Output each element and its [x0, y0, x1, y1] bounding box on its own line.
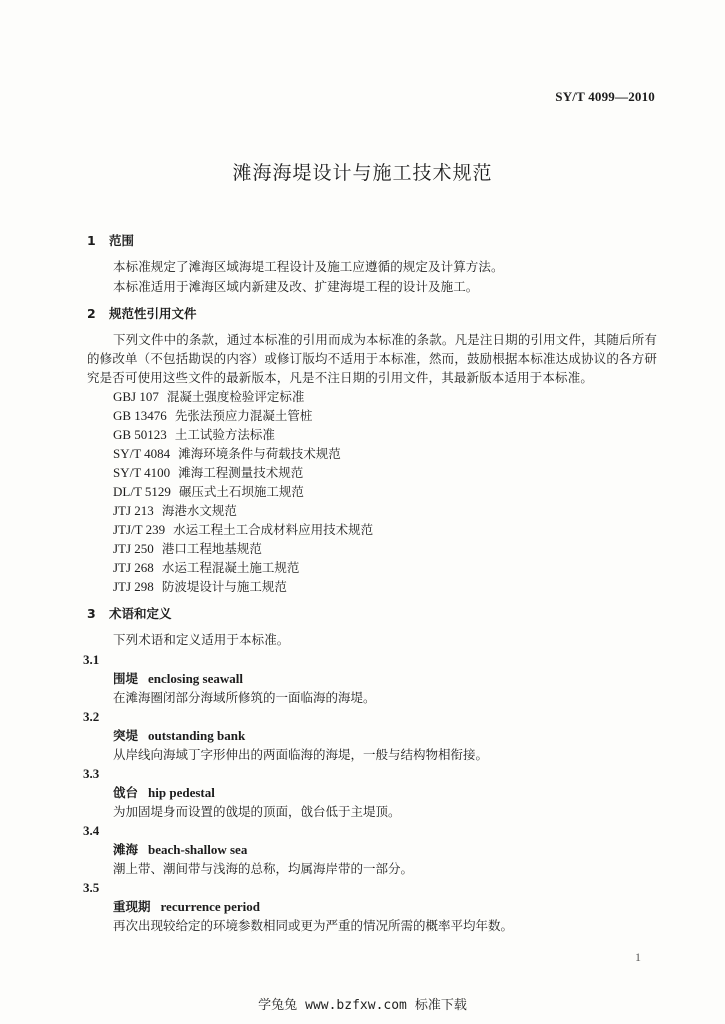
reference-title: 防波堤设计与施工规范 [161, 579, 287, 594]
term-entry [83, 821, 657, 878]
reference-code: GB 50123 [113, 427, 167, 442]
reference-item [113, 539, 657, 558]
reference-code: DL/T 5129 [113, 484, 171, 499]
reference-list [113, 387, 657, 596]
page-number: 1 [635, 950, 641, 964]
reference-item [113, 425, 657, 444]
term-zh: 滩海 [113, 841, 139, 857]
section-2-heading: 2 规范性引用文件 [87, 306, 197, 321]
term-number: 3.5 [83, 879, 100, 895]
reference-item [113, 520, 657, 539]
term-name [113, 783, 657, 802]
term-en: recurrence period [160, 898, 261, 914]
term-name [113, 726, 657, 745]
section-3-heading: 3 术语和定义 [87, 606, 172, 621]
term-definition: 潮上带、潮间带与浅海的总称，均属海岸带的一部分。 [113, 860, 414, 876]
reference-item [113, 482, 657, 501]
section-1-para-2: 本标准适用于滩海区域内新建及改、扩建海堤工程的设计及施工。 [113, 278, 479, 294]
document-title: 滩海海堤设计与施工技术规范 [232, 162, 493, 184]
reference-code: SY/T 4084 [113, 446, 171, 461]
term-definition: 再次出现较给定的环境参数相同或更为严重的情况所需的概率平均年数。 [113, 917, 514, 933]
term-definition: 在滩海圈闭部分海域所修筑的一面临海的海堤。 [113, 689, 376, 705]
reference-item [113, 558, 657, 577]
term-entry [83, 878, 657, 935]
term-en: enclosing seawall [148, 670, 243, 686]
term-en: outstanding bank [148, 727, 246, 743]
reference-title: 海港水文规范 [161, 503, 237, 518]
reference-title: 土工试验方法标准 [174, 427, 275, 442]
section-1-heading: 1 范围 [87, 233, 135, 248]
reference-code: JTJ 298 [113, 579, 154, 594]
reference-title: 混凝土强度检验评定标准 [166, 389, 305, 404]
term-entry [83, 707, 657, 764]
reference-item [113, 501, 657, 520]
reference-code: JTJ 250 [113, 541, 154, 556]
reference-item [113, 444, 657, 463]
term-definition: 从岸线向海域丁字形伸出的两面临海的海堤，一般与结构物相衔接。 [113, 746, 489, 762]
reference-title: 碾压式土石坝施工规范 [178, 484, 304, 499]
term-zh: 重现期 [113, 898, 151, 914]
section-2-intro: 下列文件中的条款，通过本标准的引用而成为本标准的条款。凡是注日期的引用文件，其随后所有的修改单（不包括勘误的内容）或修订版均不适用于本标准，然而，鼓励根据本标准达成协议的各方研究是否可使用这些文件的最新版本，凡是不注日期的引用文件，其最新版本适用于本标准。 [87, 332, 657, 385]
reference-code: SY/T 4100 [113, 465, 171, 480]
term-definition: 为加固堤身而设置的戗堤的顶面，戗台低于主堤顶。 [113, 803, 401, 819]
term-number: 3.1 [83, 651, 100, 667]
section-1-para-1: 本标准规定了滩海区域海堤工程设计及施工应遵循的规定及计算方法。 [113, 259, 504, 274]
footer-watermark: 学兔兔 www.bzfxw.com 标准下载 [258, 998, 467, 1013]
term-zh: 戗台 [113, 784, 139, 800]
term-name [113, 897, 657, 916]
reference-code: JTJ/T 239 [113, 522, 166, 537]
standard-code: SY/T 4099—2010 [555, 89, 655, 104]
term-zh: 围堤 [113, 670, 139, 686]
reference-title: 滩海工程测量技术规范 [178, 465, 304, 480]
reference-title: 港口工程地基规范 [161, 541, 262, 556]
reference-item [113, 577, 657, 596]
reference-title: 滩海环境条件与荷载技术规范 [178, 446, 341, 461]
term-name [113, 840, 657, 859]
reference-code: GBJ 107 [113, 389, 159, 404]
reference-item [113, 463, 657, 482]
term-en: hip pedestal [148, 784, 215, 800]
term-number: 3.3 [83, 765, 100, 781]
term-entry [83, 764, 657, 821]
reference-item [113, 387, 657, 406]
reference-title: 水运工程混凝土施工规范 [161, 560, 300, 575]
reference-code: JTJ 268 [113, 560, 154, 575]
term-name [113, 669, 657, 688]
section-3-intro: 下列术语和定义适用于本标准。 [113, 632, 290, 647]
document-body [83, 228, 657, 935]
reference-title: 水运工程土工合成材料应用技术规范 [173, 522, 374, 537]
reference-code: JTJ 213 [113, 503, 154, 518]
reference-item [113, 406, 657, 425]
term-entry [83, 650, 657, 707]
term-list [83, 650, 657, 935]
term-zh: 突堤 [113, 727, 139, 743]
term-number: 3.2 [83, 708, 100, 724]
reference-code: GB 13476 [113, 408, 167, 423]
reference-title: 先张法预应力混凝土管桩 [174, 408, 313, 423]
term-en: beach-shallow sea [148, 841, 248, 857]
term-number: 3.4 [83, 822, 100, 838]
